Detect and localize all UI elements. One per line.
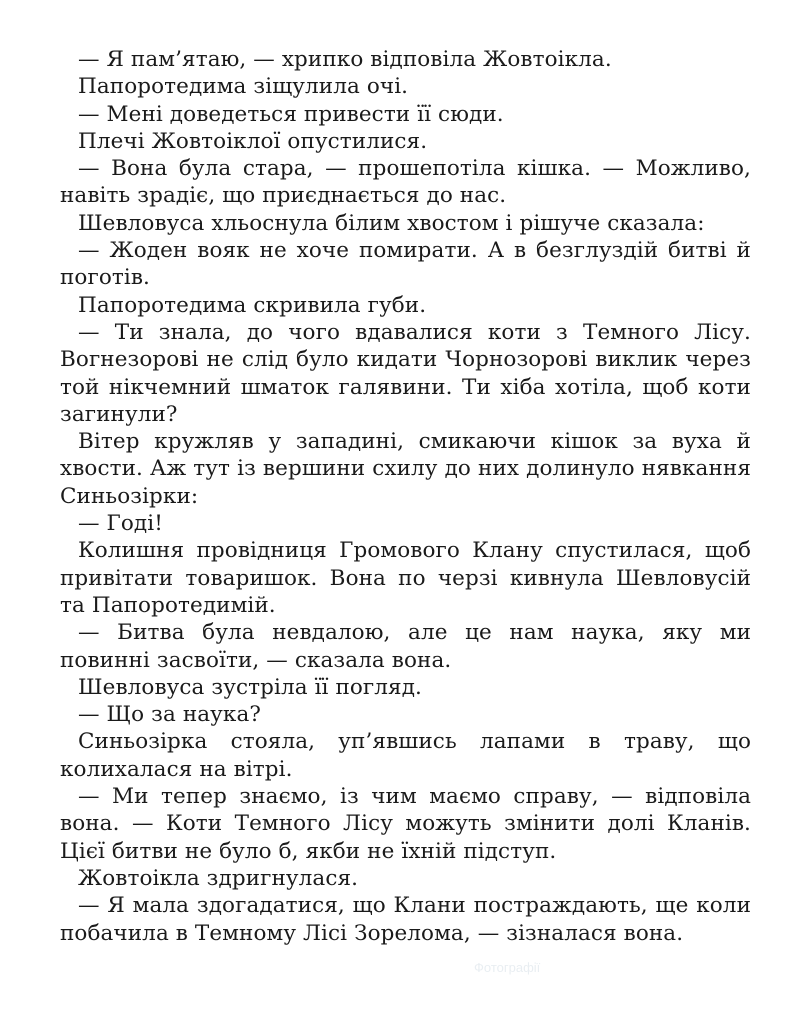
paragraph: — Годі! [78, 511, 163, 537]
paragraph: Папоротедима зіщулила очі. [78, 74, 409, 100]
watermark: Фотографії [474, 960, 541, 975]
page-text [60, 46, 751, 947]
paragraph: Вітер кружляв у западині, смикаючи кішок за вуха й хвости. Аж тут із вершини схилу до них долинуло нявкання Синьозірки: [60, 429, 751, 509]
paragraph: — Ми тепер знаємо, із чим маємо справу, — відповіла вона. — Коти Темного Лісу можуть змінити долі Кланів. Цієї битви не було б, якби не їхній підступ. [60, 784, 751, 864]
paragraph: Жовтоікла здригнулася. [78, 865, 359, 891]
paragraph: — Вона була стара, — прошепотіла кішка. — Можливо, навіть зрадіє, що приєднається до нас. [60, 156, 751, 209]
paragraph: Синьозірка стояла, уп’явшись лапами в траву, що колихалася на вітрі. [60, 729, 751, 782]
paragraph: — Що за наука? [78, 702, 262, 728]
paragraph: Плечі Жовтоіклої опустилися. [78, 128, 428, 154]
paragraph: Шевловуса зустріла її погляд. [78, 674, 422, 700]
paragraph: — Я мала здогадатися, що Клани постраждають, ще коли побачила в Темному Лісі Зорелома, — зізналася вона. [60, 893, 751, 946]
paragraph: — Ти знала, до чого вдавалися коти з Темного Лісу. Вогнезорові не слід було кидати Чорнозорові виклик через той нікчемний шматок галявини. Ти хіба хотіла, щоб коти загинули? [60, 319, 751, 427]
paragraph: Папоротедима скривила губи. [78, 292, 427, 318]
paragraph: Шевловуса хльоснула білим хвостом і рішуче сказала: [78, 210, 705, 236]
paragraph: — Я пам’ятаю, — хрипко відповіла Жовтоікла. [78, 47, 612, 72]
paragraph: — Жоден вояк не хоче помирати. А в безглуздій битві й поготів. [60, 238, 751, 291]
paragraph: Колишня провідниця Громового Клану спустилася, щоб привітати товаришок. Вона по черзі кивнула Шевловусій та Папоротедимій. [60, 538, 751, 618]
paragraph: — Битва була невдалою, але це нам наука, яку ми повинні засвоїти, — сказала вона. [60, 620, 751, 673]
paragraph: — Мені доведеться привести її сюди. [78, 101, 504, 127]
